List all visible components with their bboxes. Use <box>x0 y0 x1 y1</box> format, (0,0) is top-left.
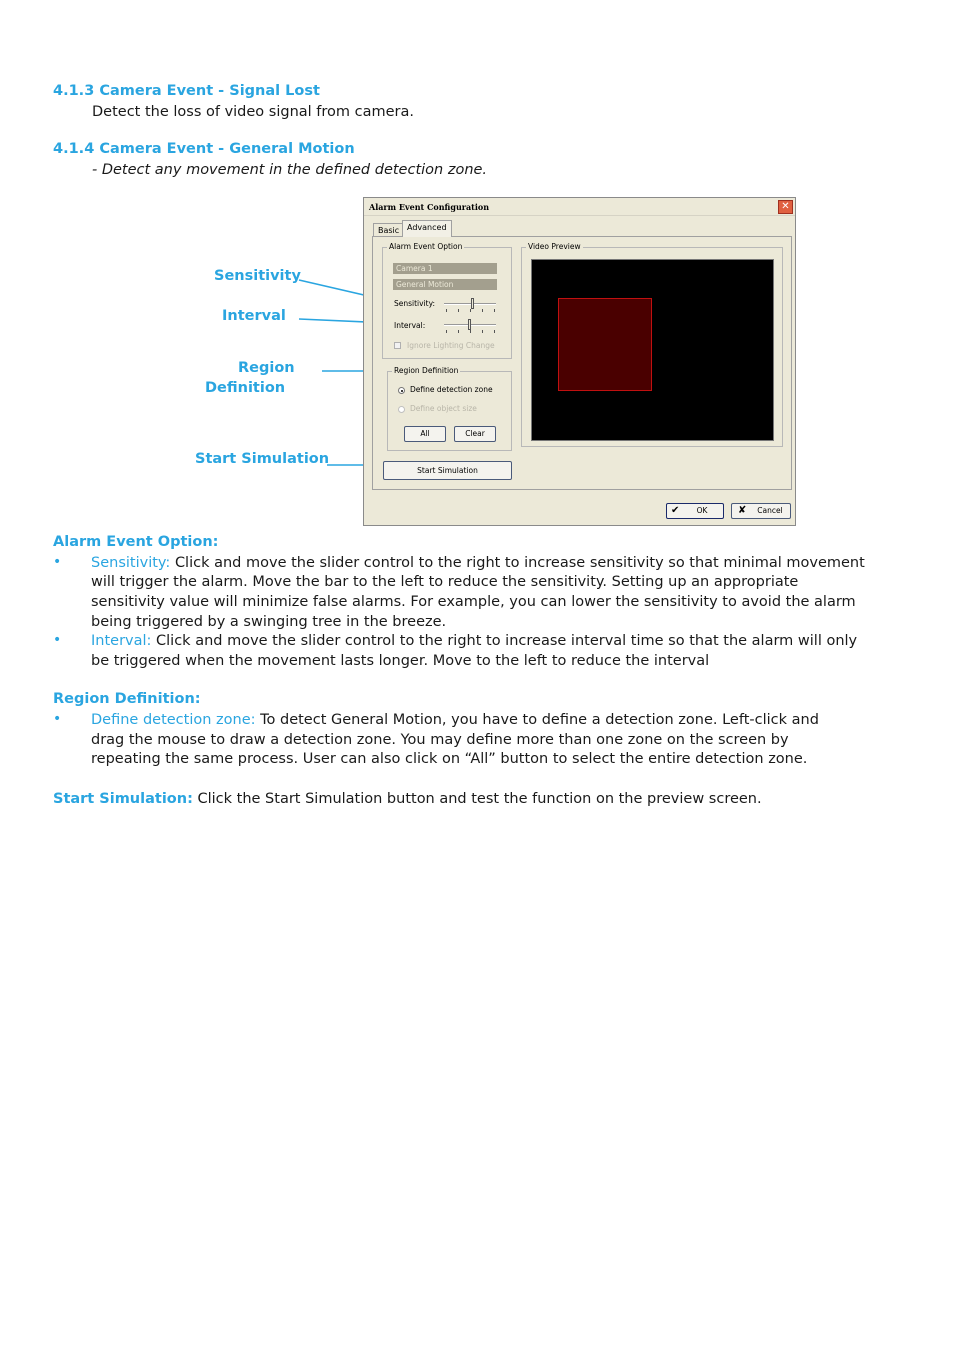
ok-button[interactable] <box>666 503 724 519</box>
sensitivity-line-4: being triggered by a swinging tree in the breeze. <box>91 614 447 630</box>
tab-panel-advanced <box>372 236 792 490</box>
interval-label: Interval: <box>394 321 426 330</box>
callout-region-line1: Region <box>238 360 295 376</box>
interval-line-2: be triggered when the movement lasts longer. Move to the left to reduce the interval <box>91 653 710 669</box>
sensitivity-text-1: Click and move the slider control to the right to increase sensitivity so that minimal movement <box>174 555 865 571</box>
video-preview-label: Video Preview <box>528 242 581 251</box>
define-zone-line-1 <box>91 711 819 731</box>
region-definition-group <box>387 366 512 451</box>
ok-label: OK <box>696 506 708 515</box>
cancel-label: Cancel <box>757 506 783 515</box>
cross-icon: ✘ <box>738 505 747 516</box>
ignore-lighting-checkbox[interactable] <box>394 342 401 349</box>
ignore-lighting-label: Ignore Lighting Change <box>407 341 495 350</box>
interval-line-1 <box>91 632 857 652</box>
sensitivity-label: Sensitivity: <box>394 299 436 308</box>
region-definition-heading: Region Definition: <box>53 691 201 707</box>
event-type-field: General Motion <box>393 279 497 290</box>
sensitivity-term: Sensitivity: <box>91 555 171 571</box>
tab-advanced[interactable]: Advanced <box>402 220 452 237</box>
sensitivity-slider-thumb[interactable] <box>471 298 474 309</box>
sensitivity-line-2: will trigger the alarm. Move the bar to the left to reduce the sensitivity. Setting up an appropriate <box>91 574 799 590</box>
bullet-sensitivity: • <box>53 554 62 570</box>
sensitivity-line-1 <box>91 554 865 574</box>
interval-text-1: Click and move the slider control to the right to increase interval time so that the alarm will only <box>156 633 858 649</box>
section-text-signal-lost: Detect the loss of video signal from camera. <box>92 104 414 120</box>
start-simulation-term: Start Simulation: <box>53 791 193 807</box>
close-icon[interactable]: ✕ <box>778 200 793 214</box>
dialog-title: Alarm Event Configuration <box>369 202 490 212</box>
tab-basic[interactable]: Basic <box>373 223 404 237</box>
detection-zone[interactable] <box>558 298 652 391</box>
bullet-interval: • <box>53 632 62 648</box>
alarm-event-dialog <box>363 197 796 526</box>
sensitivity-ticks <box>444 309 496 313</box>
section-text-general-motion: - Detect any movement in the defined detection zone. <box>92 162 488 178</box>
interval-slider-thumb[interactable] <box>468 319 471 330</box>
sensitivity-line-3: sensitivity value will minimize false alarms. For example, you can lower the sensitivity to avoid the alarm <box>91 594 856 610</box>
video-preview-screen[interactable] <box>531 259 774 441</box>
define-zone-term: Define detection zone: <box>91 712 256 728</box>
camera-field: Camera 1 <box>393 263 497 274</box>
alarm-event-option-group <box>382 242 512 359</box>
start-simulation-text: Click the Start Simulation button and test the function on the preview screen. <box>197 791 762 807</box>
start-simulation-paragraph <box>53 790 762 810</box>
clear-button[interactable]: Clear <box>454 426 496 442</box>
interval-ticks <box>444 330 496 334</box>
define-object-radio[interactable] <box>398 406 405 413</box>
bullet-define-zone: • <box>53 711 62 727</box>
callout-region-line2: Definition <box>205 380 286 396</box>
callout-sensitivity: Sensitivity <box>214 268 301 284</box>
dialog-titlebar <box>364 198 795 216</box>
define-zone-radio[interactable] <box>398 387 405 394</box>
define-object-label: Define object size <box>410 404 477 413</box>
cancel-button[interactable] <box>731 503 791 519</box>
region-definition-label: Region Definition <box>394 366 459 375</box>
interval-term: Interval: <box>91 633 152 649</box>
callout-start-simulation: Start Simulation <box>195 451 330 467</box>
define-zone-line-2: drag the mouse to draw a detection zone. You may define more than one zone on the screen by <box>91 732 789 748</box>
define-zone-text-1: To detect General Motion, you have to define a detection zone. Left-click and <box>260 712 819 728</box>
start-simulation-button[interactable]: Start Simulation <box>383 461 512 480</box>
alarm-event-option-heading: Alarm Event Option: <box>53 534 219 550</box>
section-heading-signal-lost: 4.1.3 Camera Event - Signal Lost <box>53 83 320 99</box>
section-heading-general-motion: 4.1.4 Camera Event - General Motion <box>53 141 355 157</box>
define-zone-label: Define detection zone <box>410 385 493 394</box>
callout-interval: Interval <box>222 308 286 324</box>
define-zone-line-3: repeating the same process. User can also click on “All” button to select the entire detection zone. <box>91 751 808 767</box>
all-button[interactable]: All <box>404 426 446 442</box>
alarm-event-option-label: Alarm Event Option <box>389 242 463 251</box>
checkmark-icon: ✔ <box>671 505 680 516</box>
